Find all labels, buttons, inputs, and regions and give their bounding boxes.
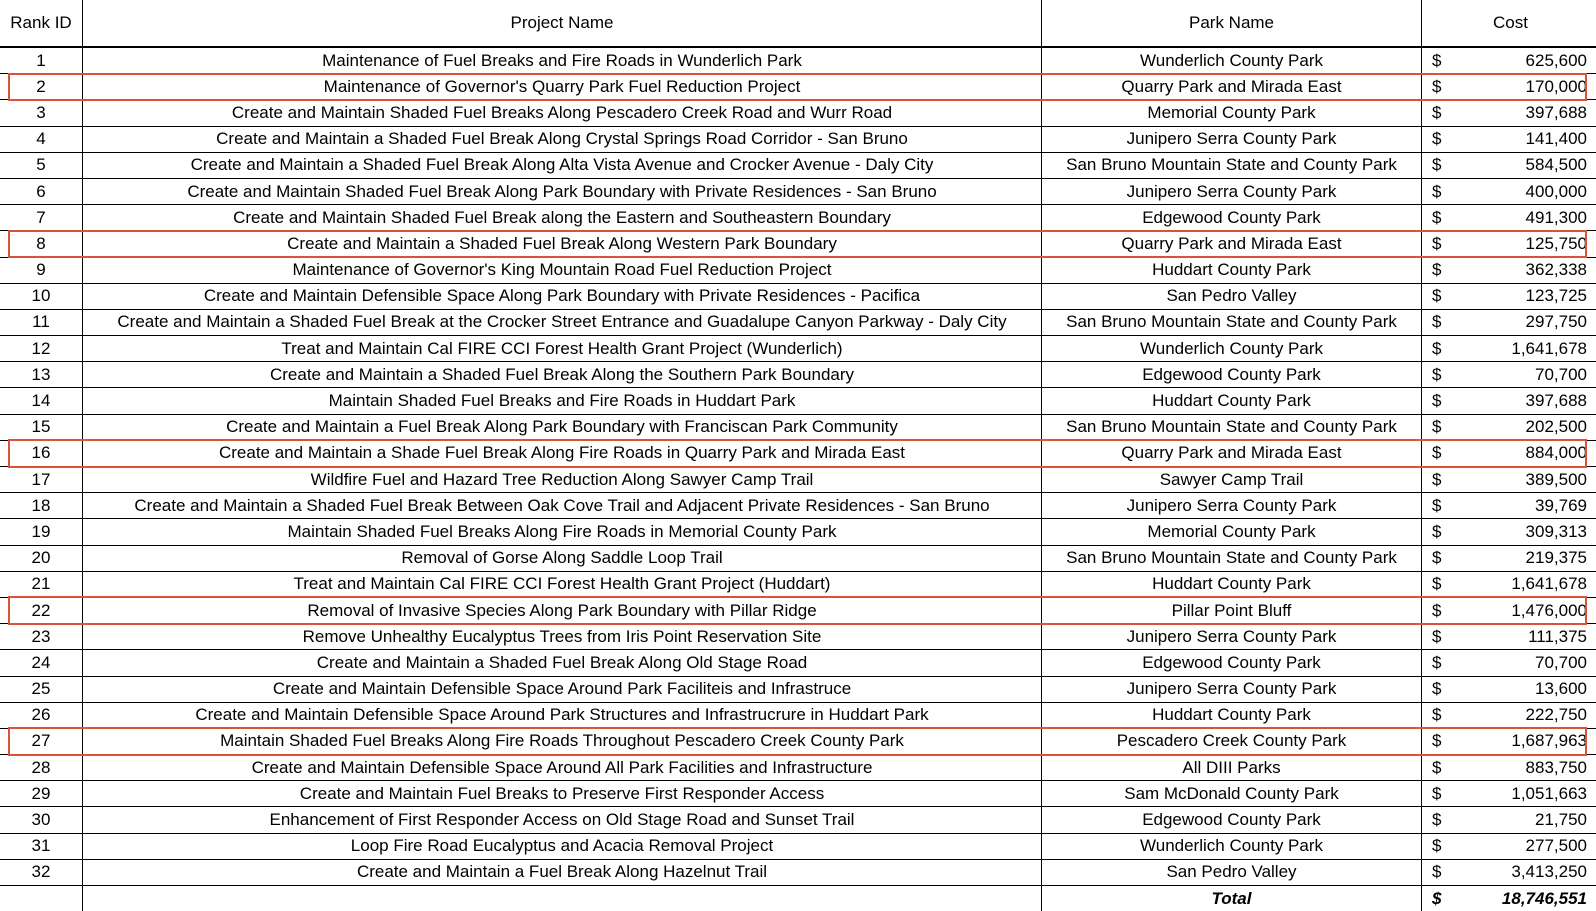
table-row[interactable] (0, 807, 1596, 833)
cell-rank-id[interactable]: 15 (0, 414, 83, 440)
currency-symbol: $ (1432, 310, 1441, 334)
cell-rank-id[interactable]: 30 (0, 807, 83, 833)
header-cost[interactable]: Cost (1422, 0, 1596, 47)
cost-value: 397,688 (1526, 101, 1587, 125)
table-row[interactable] (0, 257, 1596, 283)
cell-cost[interactable] (1422, 440, 1596, 466)
cell-cost[interactable] (1422, 833, 1596, 859)
currency-symbol: $ (1432, 180, 1441, 204)
table-row[interactable] (0, 650, 1596, 676)
cell-rank-id[interactable]: 28 (0, 755, 83, 781)
currency-symbol: $ (1432, 415, 1441, 439)
table-row[interactable] (0, 781, 1596, 807)
table-row[interactable] (0, 859, 1596, 885)
cost-value: 1,641,678 (1511, 337, 1587, 361)
currency-symbol: $ (1432, 232, 1441, 256)
cell-project-name[interactable]: Create and Maintain a Shaded Fuel Break Along Western Park Boundary (83, 231, 1042, 257)
cell-park-name[interactable]: Pillar Point Bluff (1042, 597, 1422, 623)
cost-value: 297,750 (1526, 310, 1587, 334)
cell-cost[interactable] (1422, 231, 1596, 257)
cell-cost[interactable] (1422, 755, 1596, 781)
currency-symbol: $ (1432, 127, 1441, 151)
cost-value: 202,500 (1526, 415, 1587, 439)
cost-value: 625,600 (1526, 49, 1587, 73)
cell-park-name[interactable]: Junipero Serra County Park (1042, 624, 1422, 650)
cost-value: 13,600 (1535, 677, 1587, 701)
cost-value: 21,750 (1535, 808, 1587, 832)
cell-cost[interactable] (1422, 597, 1596, 623)
total-rank-empty[interactable] (0, 886, 83, 911)
cell-rank-id[interactable]: 19 (0, 519, 83, 545)
table-row[interactable] (0, 597, 1596, 623)
table-row[interactable] (0, 126, 1596, 152)
cell-park-name[interactable]: Quarry Park and Mirada East (1042, 74, 1422, 100)
table-row[interactable] (0, 152, 1596, 178)
cell-project-name[interactable]: Create and Maintain a Shade Fuel Break Along Fire Roads in Quarry Park and Mirada East (83, 440, 1042, 466)
table-row[interactable] (0, 440, 1596, 466)
cell-rank-id[interactable]: 11 (0, 309, 83, 335)
cell-project-name[interactable]: Treat and Maintain Cal FIRE CCI Forest Health Grant Project (Wunderlich) (83, 336, 1042, 362)
cell-project-name[interactable]: Create and Maintain Defensible Space Along Park Boundary with Private Residences - Pacifica (83, 283, 1042, 309)
cell-cost[interactable] (1422, 257, 1596, 283)
table-row[interactable] (0, 309, 1596, 335)
table-row[interactable] (0, 336, 1596, 362)
cell-rank-id[interactable]: 5 (0, 152, 83, 178)
cell-cost[interactable] (1422, 493, 1596, 519)
currency-symbol: $ (1432, 756, 1441, 780)
cell-project-name[interactable]: Create and Maintain Defensible Space Around Park Faciliteis and Infrastruce (83, 676, 1042, 702)
cell-park-name[interactable]: Wunderlich County Park (1042, 336, 1422, 362)
cost-value: 123,725 (1526, 284, 1587, 308)
currency-symbol: $ (1432, 363, 1441, 387)
cell-cost[interactable] (1422, 624, 1596, 650)
cell-rank-id[interactable]: 23 (0, 624, 83, 650)
cell-park-name[interactable]: Huddart County Park (1042, 257, 1422, 283)
table-row[interactable] (0, 702, 1596, 728)
currency-symbol: $ (1432, 468, 1441, 492)
cell-rank-id[interactable]: 20 (0, 545, 83, 571)
cost-value: 1,051,663 (1511, 782, 1587, 806)
cell-project-name[interactable]: Maintain Shaded Fuel Breaks and Fire Roads in Huddart Park (83, 388, 1042, 414)
cell-project-name[interactable]: Create and Maintain a Fuel Break Along Hazelnut Trail (83, 859, 1042, 885)
cell-park-name[interactable]: Wunderlich County Park (1042, 833, 1422, 859)
currency-symbol: $ (1432, 337, 1441, 361)
cell-project-name[interactable]: Create and Maintain Defensible Space Around Park Structures and Infrastrucrure in Huddart Park (83, 702, 1042, 728)
cell-cost[interactable] (1422, 283, 1596, 309)
cell-project-name[interactable]: Create and Maintain a Fuel Break Along Park Boundary with Franciscan Park Community (83, 414, 1042, 440)
cell-rank-id[interactable]: 8 (0, 231, 83, 257)
table-row[interactable] (0, 388, 1596, 414)
table-row[interactable] (0, 205, 1596, 231)
cell-cost[interactable] (1422, 519, 1596, 545)
cell-rank-id[interactable]: 24 (0, 650, 83, 676)
cell-park-name[interactable]: Sawyer Camp Trail (1042, 467, 1422, 493)
cell-park-name[interactable]: San Bruno Mountain State and County Park (1042, 414, 1422, 440)
header-park-name[interactable]: Park Name (1042, 0, 1422, 47)
currency-symbol: $ (1432, 520, 1441, 544)
cost-value: 491,300 (1526, 206, 1587, 230)
cell-cost[interactable] (1422, 414, 1596, 440)
currency-symbol: $ (1432, 808, 1441, 832)
cost-value: 400,000 (1526, 180, 1587, 204)
cell-cost[interactable] (1422, 362, 1596, 388)
cost-value: 3,413,250 (1511, 860, 1587, 884)
cell-cost[interactable] (1422, 467, 1596, 493)
currency-symbol: $ (1432, 860, 1441, 884)
cell-rank-id[interactable]: 6 (0, 178, 83, 204)
currency-symbol: $ (1432, 782, 1441, 806)
cell-project-name[interactable]: Maintain Shaded Fuel Breaks Along Fire Roads in Memorial County Park (83, 519, 1042, 545)
cell-project-name[interactable]: Enhancement of First Responder Access on Old Stage Road and Sunset Trail (83, 807, 1042, 833)
table-row[interactable] (0, 414, 1596, 440)
cell-rank-id[interactable]: 4 (0, 126, 83, 152)
currency-symbol: $ (1432, 729, 1441, 753)
currency-symbol: $ (1432, 546, 1441, 570)
cell-project-name[interactable]: Removal of Gorse Along Saddle Loop Trail (83, 545, 1042, 571)
table-row[interactable] (0, 755, 1596, 781)
cell-park-name[interactable]: Huddart County Park (1042, 388, 1422, 414)
cost-value: 277,500 (1526, 834, 1587, 858)
cell-cost[interactable] (1422, 702, 1596, 728)
table-row[interactable] (0, 100, 1596, 126)
table-row[interactable] (0, 728, 1596, 754)
cell-project-name[interactable]: Maintain Shaded Fuel Breaks Along Fire Roads Throughout Pescadero Creek County Park (83, 728, 1042, 754)
cell-project-name[interactable]: Create and Maintain Shaded Fuel Break Along Park Boundary with Private Residences - San Bruno (83, 178, 1042, 204)
cell-project-name[interactable]: Create and Maintain a Shaded Fuel Break Along Alta Vista Avenue and Crocker Avenue - Daly City (83, 152, 1042, 178)
cell-rank-id[interactable]: 25 (0, 676, 83, 702)
cell-project-name[interactable]: Create and Maintain a Shaded Fuel Break Between Oak Cove Trail and Adjacent Private Residences - San Bruno (83, 493, 1042, 519)
cost-value: 141,400 (1526, 127, 1587, 151)
cell-project-name[interactable]: Create and Maintain a Shaded Fuel Break Along the Southern Park Boundary (83, 362, 1042, 388)
cell-cost[interactable] (1422, 807, 1596, 833)
table-row[interactable] (0, 624, 1596, 650)
cell-cost[interactable] (1422, 126, 1596, 152)
cell-park-name[interactable]: All DIII Parks (1042, 755, 1422, 781)
cell-cost[interactable] (1422, 336, 1596, 362)
currency-symbol: $ (1432, 258, 1441, 282)
cell-project-name[interactable]: Remove Unhealthy Eucalyptus Trees from Iris Point Reservation Site (83, 624, 1042, 650)
cell-park-name[interactable]: Huddart County Park (1042, 571, 1422, 597)
header-row (0, 0, 1596, 47)
cell-project-name[interactable]: Loop Fire Road Eucalyptus and Acacia Removal Project (83, 833, 1042, 859)
cell-park-name[interactable]: San Bruno Mountain State and County Park (1042, 545, 1422, 571)
cost-value: 70,700 (1535, 363, 1587, 387)
cell-park-name[interactable]: Junipero Serra County Park (1042, 493, 1422, 519)
cell-park-name[interactable]: Junipero Serra County Park (1042, 126, 1422, 152)
cell-rank-id[interactable]: 31 (0, 833, 83, 859)
cell-cost[interactable] (1422, 309, 1596, 335)
table-row[interactable] (0, 47, 1596, 74)
table-row[interactable] (0, 833, 1596, 859)
table-row[interactable] (0, 283, 1596, 309)
cell-rank-id[interactable]: 27 (0, 728, 83, 754)
cell-rank-id[interactable]: 26 (0, 702, 83, 728)
currency-symbol: $ (1432, 599, 1441, 623)
cell-project-name[interactable]: Removal of Invasive Species Along Park Boundary with Pillar Ridge (83, 597, 1042, 623)
cell-park-name[interactable]: Quarry Park and Mirada East (1042, 440, 1422, 466)
cell-park-name[interactable]: San Bruno Mountain State and County Park (1042, 152, 1422, 178)
cell-cost[interactable] (1422, 178, 1596, 204)
table-row[interactable] (0, 676, 1596, 702)
cell-rank-id[interactable]: 3 (0, 100, 83, 126)
cost-value: 219,375 (1526, 546, 1587, 570)
cell-park-name[interactable]: Quarry Park and Mirada East (1042, 231, 1422, 257)
cell-park-name[interactable]: San Pedro Valley (1042, 859, 1422, 885)
total-cost-cell[interactable] (1422, 886, 1596, 911)
currency-symbol: $ (1432, 441, 1441, 465)
cell-rank-id[interactable]: 29 (0, 781, 83, 807)
cost-value: 39,769 (1535, 494, 1587, 518)
cell-rank-id[interactable]: 12 (0, 336, 83, 362)
cost-value: 362,338 (1526, 258, 1587, 282)
cell-rank-id[interactable]: 22 (0, 597, 83, 623)
currency-symbol: $ (1432, 834, 1441, 858)
cell-rank-id[interactable]: 18 (0, 493, 83, 519)
cell-park-name[interactable]: Junipero Serra County Park (1042, 676, 1422, 702)
currency-symbol: $ (1432, 389, 1441, 413)
cost-value: 222,750 (1526, 703, 1587, 727)
total-value: 18,746,551 (1502, 887, 1587, 911)
cell-rank-id[interactable]: 32 (0, 859, 83, 885)
table-row[interactable] (0, 231, 1596, 257)
currency-symbol: $ (1432, 651, 1441, 675)
cost-value: 884,000 (1526, 441, 1587, 465)
cell-rank-id[interactable]: 17 (0, 467, 83, 493)
total-project-empty[interactable] (83, 886, 1042, 911)
table-row[interactable] (0, 519, 1596, 545)
cell-project-name[interactable]: Maintenance of Governor's King Mountain Road Fuel Reduction Project (83, 257, 1042, 283)
cost-value: 125,750 (1526, 232, 1587, 256)
cost-value: 309,313 (1526, 520, 1587, 544)
cost-value: 170,000 (1526, 75, 1587, 99)
cell-project-name[interactable]: Wildfire Fuel and Hazard Tree Reduction Along Sawyer Camp Trail (83, 467, 1042, 493)
cost-value: 389,500 (1526, 468, 1587, 492)
table-row[interactable] (0, 467, 1596, 493)
currency-symbol: $ (1432, 75, 1441, 99)
cell-rank-id[interactable]: 21 (0, 571, 83, 597)
cell-park-name[interactable]: Huddart County Park (1042, 702, 1422, 728)
cell-cost[interactable] (1422, 74, 1596, 100)
cell-cost[interactable] (1422, 676, 1596, 702)
currency-symbol: $ (1432, 49, 1441, 73)
cost-value: 1,641,678 (1511, 572, 1587, 596)
cell-rank-id[interactable]: 13 (0, 362, 83, 388)
table-row[interactable] (0, 571, 1596, 597)
cell-rank-id[interactable]: 2 (0, 74, 83, 100)
cell-park-name[interactable]: Edgewood County Park (1042, 205, 1422, 231)
cell-park-name[interactable]: Edgewood County Park (1042, 362, 1422, 388)
cell-rank-id[interactable]: 10 (0, 283, 83, 309)
cell-project-name[interactable]: Create and Maintain Fuel Breaks to Preserve First Responder Access (83, 781, 1042, 807)
cell-park-name[interactable]: Memorial County Park (1042, 100, 1422, 126)
cell-rank-id[interactable]: 14 (0, 388, 83, 414)
currency-symbol: $ (1432, 101, 1441, 125)
total-row (0, 886, 1596, 911)
table-body (0, 47, 1596, 911)
table-row[interactable] (0, 74, 1596, 100)
cost-value: 584,500 (1526, 153, 1587, 177)
cost-value: 70,700 (1535, 651, 1587, 675)
header-project-name[interactable]: Project Name (83, 0, 1042, 47)
cell-cost[interactable] (1422, 152, 1596, 178)
total-label[interactable]: Total (1042, 886, 1422, 911)
cell-cost[interactable] (1422, 388, 1596, 414)
cell-project-name[interactable]: Treat and Maintain Cal FIRE CCI Forest Health Grant Project (Huddart) (83, 571, 1042, 597)
cell-park-name[interactable]: Edgewood County Park (1042, 650, 1422, 676)
header-rank-id[interactable]: Rank ID (0, 0, 83, 47)
cell-project-name[interactable]: Create and Maintain Shaded Fuel Breaks Along Pescadero Creek Road and Wurr Road (83, 100, 1042, 126)
cell-park-name[interactable]: Pescadero Creek County Park (1042, 728, 1422, 754)
currency-symbol: $ (1432, 206, 1441, 230)
cell-park-name[interactable]: San Pedro Valley (1042, 283, 1422, 309)
cell-cost[interactable] (1422, 545, 1596, 571)
cell-project-name[interactable]: Create and Maintain a Shaded Fuel Break Along Crystal Springs Road Corridor - San Bruno (83, 126, 1042, 152)
cell-cost[interactable] (1422, 47, 1596, 74)
cell-park-name[interactable]: Junipero Serra County Park (1042, 178, 1422, 204)
currency-symbol: $ (1432, 494, 1441, 518)
cell-rank-id[interactable]: 7 (0, 205, 83, 231)
table-row[interactable] (0, 178, 1596, 204)
cell-project-name[interactable]: Create and Maintain Defensible Space Around All Park Facilities and Infrastructure (83, 755, 1042, 781)
cell-project-name[interactable]: Create and Maintain a Shaded Fuel Break Along Old Stage Road (83, 650, 1042, 676)
currency-symbol: $ (1432, 572, 1441, 596)
cost-value: 1,476,000 (1511, 599, 1587, 623)
cell-cost[interactable] (1422, 781, 1596, 807)
currency-symbol: $ (1432, 625, 1441, 649)
table-row[interactable] (0, 493, 1596, 519)
cell-cost[interactable] (1422, 728, 1596, 754)
cost-value: 883,750 (1526, 756, 1587, 780)
cell-park-name[interactable]: Edgewood County Park (1042, 807, 1422, 833)
cell-project-name[interactable]: Create and Maintain Shaded Fuel Break along the Eastern and Southeastern Boundary (83, 205, 1042, 231)
cell-cost[interactable] (1422, 859, 1596, 885)
currency-symbol: $ (1432, 677, 1441, 701)
table-row[interactable] (0, 545, 1596, 571)
cell-rank-id[interactable]: 16 (0, 440, 83, 466)
cell-cost[interactable] (1422, 100, 1596, 126)
currency-symbol: $ (1432, 703, 1441, 727)
cell-project-name[interactable]: Maintenance of Governor's Quarry Park Fuel Reduction Project (83, 74, 1042, 100)
currency-symbol: $ (1432, 153, 1441, 177)
currency-symbol: $ (1432, 284, 1441, 308)
cost-value: 397,688 (1526, 389, 1587, 413)
cell-park-name[interactable]: Wunderlich County Park (1042, 47, 1422, 74)
table-row[interactable] (0, 362, 1596, 388)
cell-park-name[interactable]: San Bruno Mountain State and County Park (1042, 309, 1422, 335)
cost-value: 111,375 (1528, 625, 1587, 649)
cell-cost[interactable] (1422, 571, 1596, 597)
cell-cost[interactable] (1422, 650, 1596, 676)
cell-rank-id[interactable]: 1 (0, 47, 83, 74)
cost-value: 1,687,963 (1511, 729, 1587, 753)
cell-project-name[interactable]: Create and Maintain a Shaded Fuel Break at the Crocker Street Entrance and Guadalupe Canyon Parkway - Daly City (83, 309, 1042, 335)
cell-cost[interactable] (1422, 205, 1596, 231)
cell-park-name[interactable]: Memorial County Park (1042, 519, 1422, 545)
cell-project-name[interactable]: Maintenance of Fuel Breaks and Fire Roads in Wunderlich Park (83, 47, 1042, 74)
total-currency-symbol: $ (1432, 887, 1441, 911)
cell-park-name[interactable]: Sam McDonald County Park (1042, 781, 1422, 807)
cell-rank-id[interactable]: 9 (0, 257, 83, 283)
